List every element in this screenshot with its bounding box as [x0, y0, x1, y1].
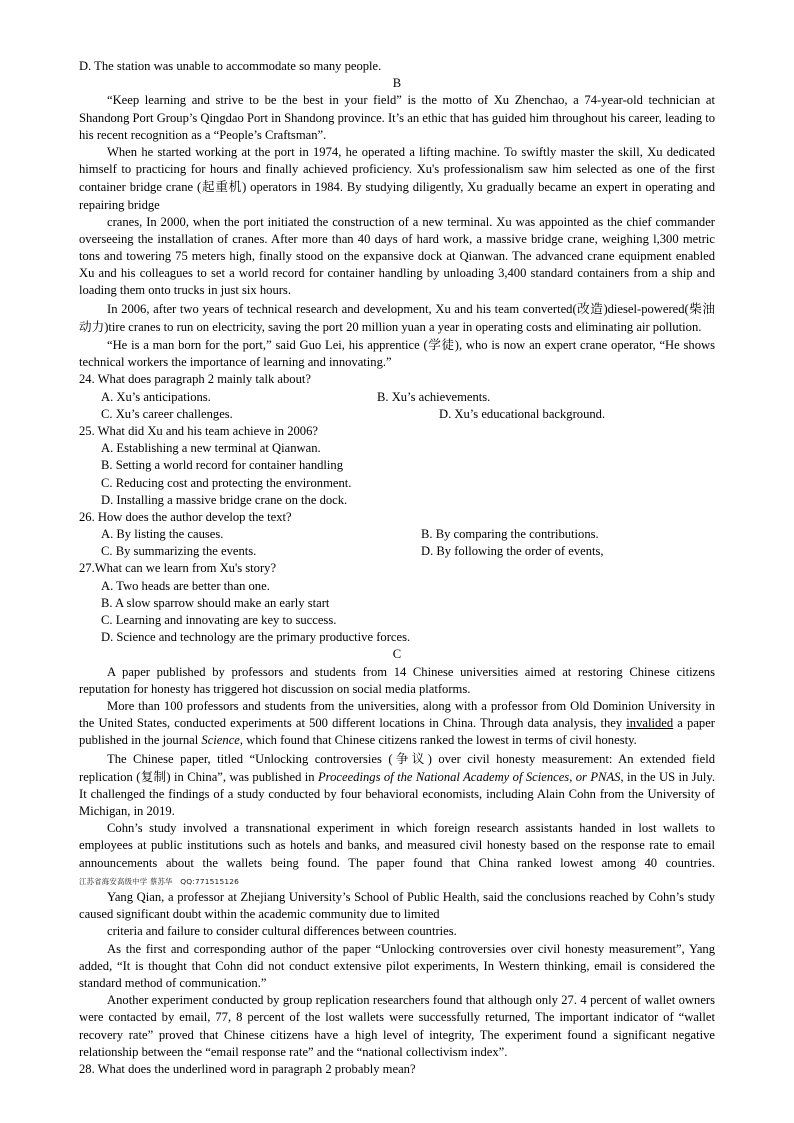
question-25-option-d[interactable]: D. Installing a massive bridge crane on the dock. [101, 492, 348, 507]
question-26-option-c[interactable]: C. By summarizing the events. [101, 544, 257, 559]
passage-b-p2-text-1: When he started working at the port in 1974, he operated a lifting machine. To swiftly master the skill, Xu dedicated himself to practicing for hours and finally achieved proficiency. Xu's professionalism saw him selected as one of the first container bridge crane ( [79, 144, 715, 195]
passage-b-p4-gloss-diesel: 柴油动力 [79, 300, 716, 334]
question-27-stem: 27.What can we learn from Xu's story? [79, 561, 277, 576]
question-24-stem: 24. What does paragraph 2 mainly talk about? [79, 372, 311, 387]
question-24-option-c[interactable]: C. Xu’s career challenges. [101, 406, 233, 421]
passage-b-p5-gloss-apprentice: 学徒 [427, 337, 455, 352]
passage-c-p3-text-4: , in the US in July. It challenged the findings of a study conducted by four behavioral economists, including Alain Cohn from the University of Michigan, in 2019. [79, 769, 716, 819]
question-26-option-a[interactable]: A. By listing the causes. [101, 527, 224, 542]
question-26-option-b[interactable]: B. By comparing the contributions. [421, 527, 599, 542]
question-24-option-d[interactable]: D. Xu’s educational background. [439, 406, 606, 421]
passage-b-paragraph-2 [79, 144, 715, 214]
underlined-word-invalided: invalided [626, 716, 674, 731]
section-header-b: B [392, 76, 402, 91]
previous-question-option-d: D. The station was unable to accommodate so many people. [79, 59, 382, 73]
question-27-option-c[interactable]: C. Learning and innovating are key to success. [101, 613, 337, 627]
question-25-option-a[interactable]: A. Establishing a new terminal at Qianwan. [101, 441, 321, 456]
passage-b-p2-text-2: ) operators in 1984. By studying diligently, Xu gradually became an expert in operating and repairing bridge [79, 180, 715, 212]
passage-c-paragraph-3 [79, 750, 715, 821]
passage-b-paragraph-1: “Keep learning and strive to be the best in your field” is the motto of Xu Zhenchao, a 74-year-old technician at Shandong Port Group’s Qingdao Port in Shandong province. It’s an ethic that has guided him throughout his career, leading to his recent recognition as a “People’s Craftsman”. [79, 93, 715, 142]
passage-b-p4-text-3: )tire cranes to run on electricity, saving the port 20 million yuan a year in operating costs and eliminating air pollution. [104, 319, 702, 334]
question-25-stem: 25. What did Xu and his team achieve in 2006? [79, 423, 318, 438]
passage-c-p3-text-3: ) in China”, was published in [166, 769, 318, 784]
watermark-text: 江苏省海安高级中学 蔡苏华 QQ:771515126 [79, 876, 240, 886]
passage-b-paragraph-5 [79, 336, 715, 371]
passage-c-paragraph-7: As the first and corresponding author of the paper “Unlocking controversies over civil honesty measurement”, Yang added, “It is thought that Cohn did not conduct extensive pilot experiments, In Western thinking, email is considered the standard method of communication.” [79, 941, 715, 990]
passage-c-p2-text-3: , which found that Chinese citizens ranked the lowest in terms of civil honesty. [239, 733, 637, 748]
question-26-option-row-1 [79, 526, 715, 543]
passage-c-p3-gloss-controversies: 争议 [392, 750, 428, 766]
question-25-option-c[interactable]: C. Reducing cost and protecting the environment. [101, 475, 352, 490]
question-28-stem: 28. What does the underlined word in paragraph 2 probably mean? [79, 1061, 416, 1076]
passage-c-paragraph-5: Yang Qian, a professor at Zhejiang University’s School of Public Health, said the conclusions reached by Cohn’s study caused significant doubt within the academic community due to limited [79, 890, 715, 922]
passage-c-p2-text-2: a paper published in the journal [79, 716, 715, 748]
passage-c-p3-gloss-replication: 复制 [140, 768, 167, 784]
question-26-stem: 26. How does the author develop the text? [79, 509, 292, 524]
passage-c-paragraph-6: criteria and failure to consider cultural differences between countries. [107, 924, 457, 939]
question-27-option-b[interactable]: B. A slow sparrow should make an early start [101, 595, 330, 610]
journal-name-pnas: Proceedings of the National Academy of Sciences, or PNAS [317, 769, 621, 784]
passage-c-p4-text: Cohn’s study involved a transnational experiment in which foreign research assistants handed in lost wallets to employees at public institutions such as hotels and banks, and measured civil honesty based on the response rate to email announcements about the wallets being found. The paper found that China ranked lowest among 40 countries. [79, 821, 715, 870]
question-26-option-row-2 [79, 543, 715, 560]
question-26-option-d[interactable]: D. By following the order of events, [421, 544, 604, 559]
passage-b-p5-text-1: “He is a man born for the port,” said Guo Lei, his apprentice ( [107, 338, 428, 352]
section-header-c: C [392, 647, 402, 662]
journal-name-science: Science [201, 733, 240, 748]
question-24-option-a[interactable]: A. Xu’s anticipations. [101, 389, 211, 404]
passage-c-paragraph-2 [79, 698, 715, 750]
passage-b-paragraph-4 [79, 300, 715, 336]
question-24-option-b[interactable]: B. Xu’s achievements. [377, 389, 491, 404]
passage-b-p4-text-1: In 2006, after two years of technical research and development, Xu and his team converted( [107, 301, 577, 316]
question-24-option-row-1 [79, 389, 715, 406]
passage-b-p4-text-2: )diesel-powered( [603, 301, 689, 316]
question-27-option-d[interactable]: D. Science and technology are the primary productive forces. [101, 630, 411, 645]
question-25-option-b[interactable]: B. Setting a world record for container handling [101, 458, 344, 473]
passage-b-p5-text-2: ), who is now an expert crane operator, “He shows technical workers the importance of learning and innovating.” [79, 338, 716, 370]
passage-b-p4-gloss-converted: 改造 [576, 300, 604, 316]
document-body [79, 58, 715, 1078]
passage-c-p3-text-1: The Chinese paper, titled “Unlocking controversies ( [107, 751, 393, 766]
passage-c-paragraph-8: Another experiment conducted by group replication researchers found that although only 27. 4 percent of wallet owners were contacted by email, 77, 8 percent of the lost wallets were successfully returned, The important indicator of “wallet recovery rate” proved that Chinese citizens have a high level of integrity, The experiment found a significant negative relationship between the “email response rate” and the “national collectivism index”. [79, 993, 715, 1059]
passage-c-p3-text-2: ) over civil honesty measurement: An extended field replication ( [79, 751, 715, 784]
passage-b-p2-gloss-crane: 起重机 [201, 179, 243, 195]
question-27-option-a[interactable]: A. Two heads are better than one. [101, 578, 270, 593]
passage-c-p2-text-1: More than 100 professors and students from the universities, along with a professor from Old Dominion University in the United States, conducted experiments at 500 different locations in China. Through data analysis, they [79, 698, 715, 731]
question-24-option-row-2 [79, 406, 715, 423]
passage-c-paragraph-1: A paper published by professors and students from 14 Chinese universities aimed at restoring Chinese citizens reputation for honesty has triggered hot discussion on social media platforms. [79, 664, 715, 696]
passage-c-paragraph-4 [79, 820, 715, 889]
passage-b-paragraph-3: cranes, In 2000, when the port initiated the construction of a new terminal. Xu was appointed as the chief commander overseeing the installation of cranes. After more than 40 days of hard work, a massive bridge crane, weighing l,300 metric tons and towering 75 meters high, finally stood on the expansive dock at Qianwan. The advanced crane equipment enabled Xu and his colleagues to set a world record for container handling by unloading 3,400 standard containers from a ship and loading them onto trucks in just six hours. [79, 214, 715, 298]
